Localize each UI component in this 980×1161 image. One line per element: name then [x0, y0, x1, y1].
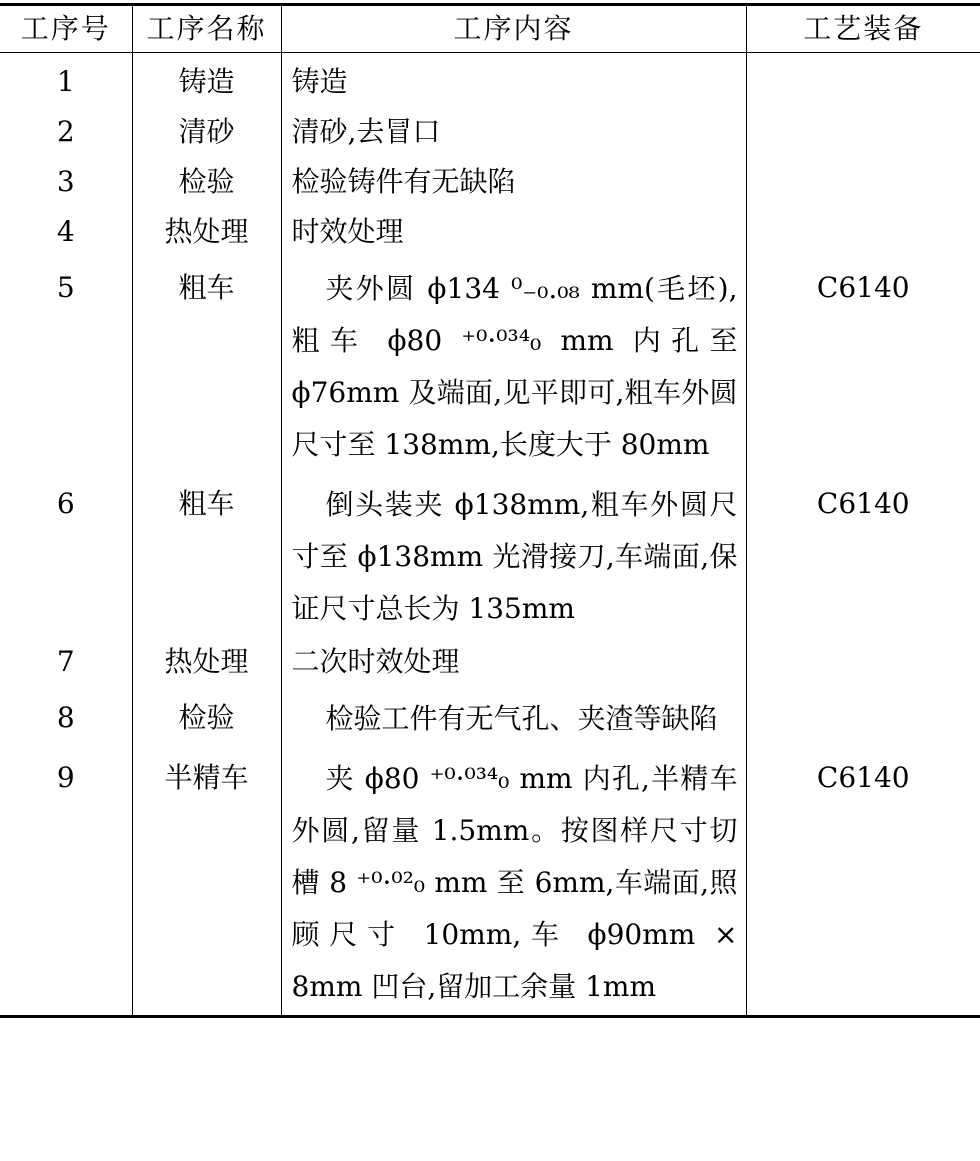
- step-content: 铸造: [281, 53, 746, 108]
- step-content: 清砂,去冒口: [281, 107, 746, 157]
- header-step-no: 工序号: [0, 5, 132, 53]
- step-no: 5: [0, 257, 132, 473]
- table-row: [0, 473, 980, 637]
- step-equipment: [746, 637, 980, 687]
- step-name: 粗车: [132, 473, 281, 637]
- step-no: 1: [0, 53, 132, 108]
- step-name: 检验: [132, 157, 281, 207]
- step-no: 2: [0, 107, 132, 157]
- step-name: 半精车: [132, 747, 281, 1017]
- step-equipment: [746, 107, 980, 157]
- table-row: [0, 637, 980, 687]
- step-content: 夹外圆 ϕ134 ⁰₋₀.₀₈ mm(毛坯),粗车 ϕ80 ⁺⁰·⁰³⁴₀ mm 内孔至ϕ76mm 及端面,见平即可,粗车外圆尺寸至 138mm,长度大于 80mm: [281, 257, 746, 473]
- step-no: 6: [0, 473, 132, 637]
- table-row: [0, 53, 980, 108]
- table-row: [0, 157, 980, 207]
- step-no: 3: [0, 157, 132, 207]
- step-name: 铸造: [132, 53, 281, 108]
- step-equipment: C6140: [746, 473, 980, 637]
- step-equipment: [746, 53, 980, 108]
- step-equipment: [746, 207, 980, 257]
- step-name: 检验: [132, 687, 281, 747]
- step-equipment: C6140: [746, 257, 980, 473]
- step-equipment: [746, 157, 980, 207]
- step-content: 检验铸件有无缺陷: [281, 157, 746, 207]
- step-content: 二次时效处理: [281, 637, 746, 687]
- step-content: 倒头装夹 ϕ138mm,粗车外圆尺寸至 ϕ138mm 光滑接刀,车端面,保证尺寸总长为 135mm: [281, 473, 746, 637]
- table-row: [0, 687, 980, 747]
- table-row: [0, 207, 980, 257]
- step-no: 4: [0, 207, 132, 257]
- step-content: 检验工件有无气孔、夹渣等缺陷: [281, 687, 746, 747]
- header-step-name: 工序名称: [132, 5, 281, 53]
- step-name: 热处理: [132, 207, 281, 257]
- table-row: [0, 107, 980, 157]
- step-equipment: C6140: [746, 747, 980, 1017]
- step-name: 清砂: [132, 107, 281, 157]
- header-equipment: 工艺装备: [746, 5, 980, 53]
- step-no: 7: [0, 637, 132, 687]
- step-no: 8: [0, 687, 132, 747]
- header-row: [0, 5, 980, 53]
- step-equipment: [746, 687, 980, 747]
- step-name: 热处理: [132, 637, 281, 687]
- table-row: [0, 747, 980, 1017]
- step-content: 时效处理: [281, 207, 746, 257]
- step-no: 9: [0, 747, 132, 1017]
- process-table: [0, 3, 980, 1018]
- table-row: [0, 257, 980, 473]
- step-content: 夹 ϕ80 ⁺⁰·⁰³⁴₀ mm 内孔,半精车外圆,留量 1.5mm。按图样尺寸切槽 8 ⁺⁰·⁰²₀ mm 至 6mm,车端面,照顾尺寸 10mm,车 ϕ90mm × 8mm 凹台,留加工余量 1mm: [281, 747, 746, 1017]
- step-name: 粗车: [132, 257, 281, 473]
- header-step-content: 工序内容: [281, 5, 746, 53]
